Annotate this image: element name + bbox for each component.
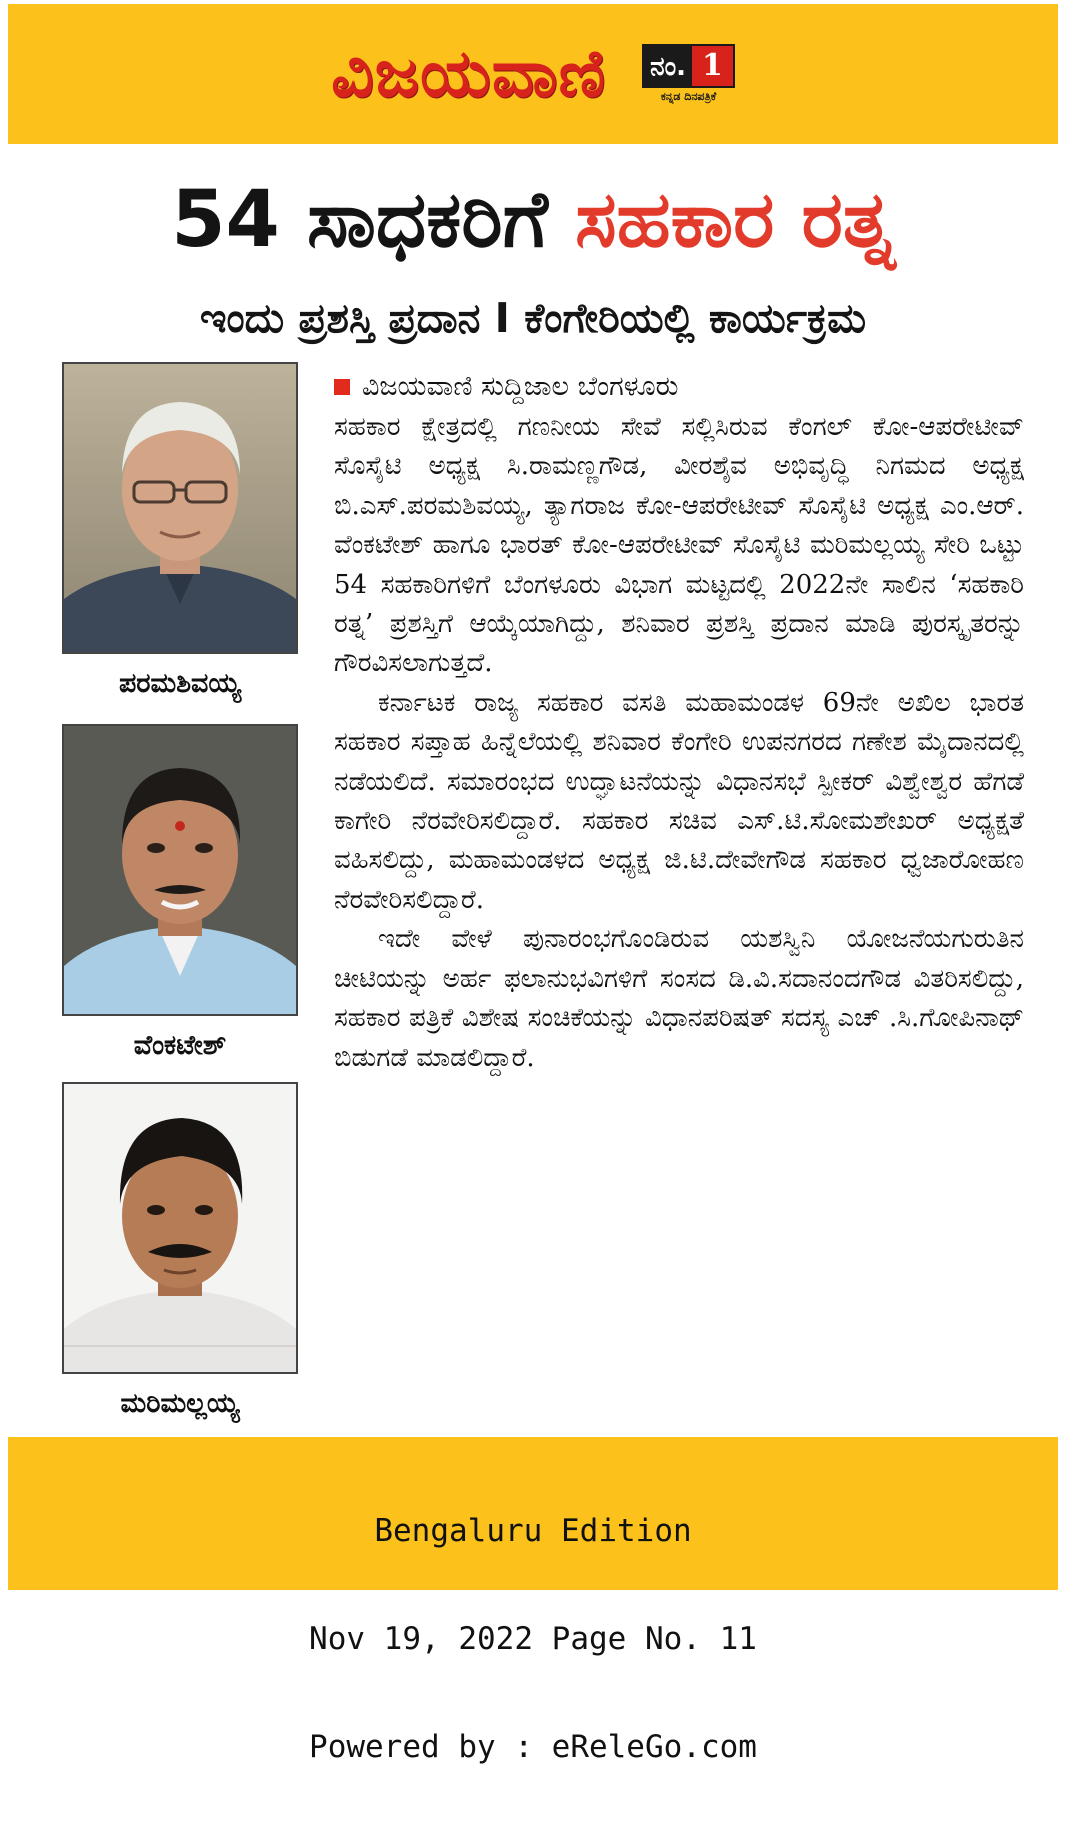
portrait-illustration (64, 364, 296, 652)
number-one-caption: ಕನ್ನಡ ದಿನಪತ್ರಿಕೆ (660, 90, 717, 103)
masthead (8, 4, 1058, 144)
number-one-prefix: ನಂ. (644, 46, 692, 86)
portrait-illustration (64, 1084, 296, 1372)
number-one-digit: 1 (692, 46, 733, 86)
headline-part-red: ಸಹಕಾರ ರತ್ನ (575, 175, 895, 265)
subheadline: ಇಂದು ಪ್ರಶಸ್ತಿ ಪ್ರದಾನ I ಕೆಂಗೇರಿಯಲ್ಲಿ ಕಾರ್ಯಕ್ರಮ (199, 294, 867, 342)
photo-paramashivayya (62, 362, 298, 654)
headline-part-black: 54 ಸಾಧಕರಿಗೆ (171, 175, 576, 265)
headline (8, 174, 1058, 266)
newspaper-clipping (8, 4, 1058, 1765)
photo-caption: ವೆಂಕಟೇಶ್ (133, 1030, 227, 1061)
photo-caption: ಪರಮಶಿವಯ್ಯ (118, 668, 242, 699)
article-paragraph: ಕರ್ನಾಟಕ ರಾಜ್ಯ ಸಹಕಾರ ವಸತಿ ಮಹಾಮಂಡಳ 69ನೇ ಅಖಿಲ ಭಾರತ ಸಹಕಾರ ಸಪ್ತಾಹ ಹಿನ್ನೆಲೆಯಲ್ಲಿ ಶನಿವಾರ ಕೆಂಗೇರಿ ಉಪನಗರದ ಗಣೇಶ ಮೈದಾನದಲ್ಲಿ ನಡೆಯಲಿದೆ. ಸಮಾರಂಭದ ಉದ್ಘಾಟನೆಯನ್ನು ವಿಧಾನಸಭೆ ಸ್ಪೀಕರ್ ವಿಶ್ವೇಶ್ವರ ಹೆಗಡೆ ಕಾಗೇರಿ ನೆರವೇರಿಸಲಿದ್ದಾರೆ. ಸಹಕಾರ ಸಚಿವ ಎಸ್.ಟಿ.ಸೋಮಶೇಖರ್ ಅಧ್ಯಕ್ಷತೆ ವಹಿಸಲಿದ್ದು, ಮಹಾಮಂಡಳದ ಅಧ್ಯಕ್ಷ ಜಿ.ಟಿ.ದೇವೇಗೌಡ ಸಹಕಾರ ಧ್ವಜಾರೋಹಣ ನೆರವೇರಿಸಲಿದ್ದಾರೆ. (334, 687, 1024, 915)
photo-marimallayya (62, 1082, 298, 1374)
article-paragraph: ಇದೇ ವೇಳೆ ಪುನಾರಂಭಗೊಂಡಿರುವ ಯಶಸ್ವಿನಿ ಯೋಜನೆಯಗುರುತಿನ ಚೀಟಿಯನ್ನು ಅರ್ಹ ಫಲಾನುಭವಿಗಳಿಗೆ ಸಂಸದ ಡಿ.ವಿ.ಸದಾನಂದಗೌಡ ವಿತರಿಸಲಿದ್ದು, ಸಹಕಾರ ಪತ್ರಿಕೆ ವಿಶೇಷ ಸಂಚಿಕೆಯನ್ನು ವಿಧಾನಪರಿಷತ್ ಸದಸ್ಯ ಎಚ್ .ಸಿ.ಗೋಪಿನಾಥ್ ಬಿಡುಗಡೆ ಮಾಡಲಿದ್ದಾರೆ. (334, 924, 1024, 1073)
masthead-content (8, 4, 1058, 144)
footer-text (8, 1441, 1058, 1837)
article-body (334, 369, 1024, 1078)
number-one-box (642, 44, 735, 88)
footer (8, 1437, 1058, 1765)
photo-venkatesh (62, 724, 298, 1016)
newspaper-logo: ವಿಜಯವಾಣಿ (331, 34, 607, 112)
byline-text: ವಿಜಯವಾಣಿ ಸುದ್ದಿಜಾಲ ಬೆಂಗಳೂರು (362, 371, 679, 402)
red-square-icon (334, 379, 350, 395)
footer-date-page: Nov 19, 2022 Page No. 11 (309, 1621, 757, 1657)
portrait-illustration (64, 726, 296, 1014)
footer-edition: Bengaluru Edition (374, 1513, 692, 1549)
number-one-badge (642, 44, 735, 104)
article-paragraph: ಸಹಕಾರ ಕ್ಷೇತ್ರದಲ್ಲಿ ಗಣನೀಯ ಸೇವೆ ಸಲ್ಲಿಸಿರುವ ಕೆಂಗಲ್ ಕೋ-ಆಪರೇಟೀವ್ ಸೊಸೈಟಿ ಅಧ್ಯಕ್ಷ ಸಿ.ರಾಮಣ್ಣಗೌಡ, ವೀರಶೈವ ಅಭಿವೃದ್ಧಿ ನಿಗಮದ ಅಧ್ಯಕ್ಷ ಬಿ.ಎಸ್.ಪರಮಶಿವಯ್ಯ, ತ್ಯಾಗರಾಜ ಕೋ-ಆಪರೇಟೀವ್ ಸೊಸೈಟಿ ಅಧ್ಯಕ್ಷ ಎಂ.ಆರ್. ವೆಂಕಟೇಶ್ ಹಾಗೂ ಭಾರತ್ ಕೋ-ಆಪರೇಟೀವ್ ಸೊಸೈಟಿ ಮರಿಮಲ್ಲಯ್ಯ ಸೇರಿ ಒಟ್ಟು 54 ಸಹಕಾರಿಗಳಿಗೆ ಬೆಂಗಳೂರು ವಿಭಾಗ ಮಟ್ಟದಲ್ಲಿ 2022ನೇ ಸಾಲಿನ ‘ಸಹಕಾರಿ ರತ್ನ’ ಪ್ರಶಸ್ತಿಗೆ ಆಯ್ಕೆಯಾಗಿದ್ದು, ಶನಿವಾರ ಪ್ರಶಸ್ತಿ ಪ್ರದಾನ ಮಾಡಿ ಪುರಸ್ಕೃತರನ್ನು ಗೌರವಿಸಲಾಗುತ್ತದೆ. (334, 412, 1024, 679)
footer-powered-by: Powered by : eReleGo.com (309, 1729, 757, 1765)
article-text (334, 408, 1024, 1078)
byline (334, 369, 1024, 405)
photo-caption: ಮರಿಮಲ್ಲಯ್ಯ (120, 1388, 240, 1419)
